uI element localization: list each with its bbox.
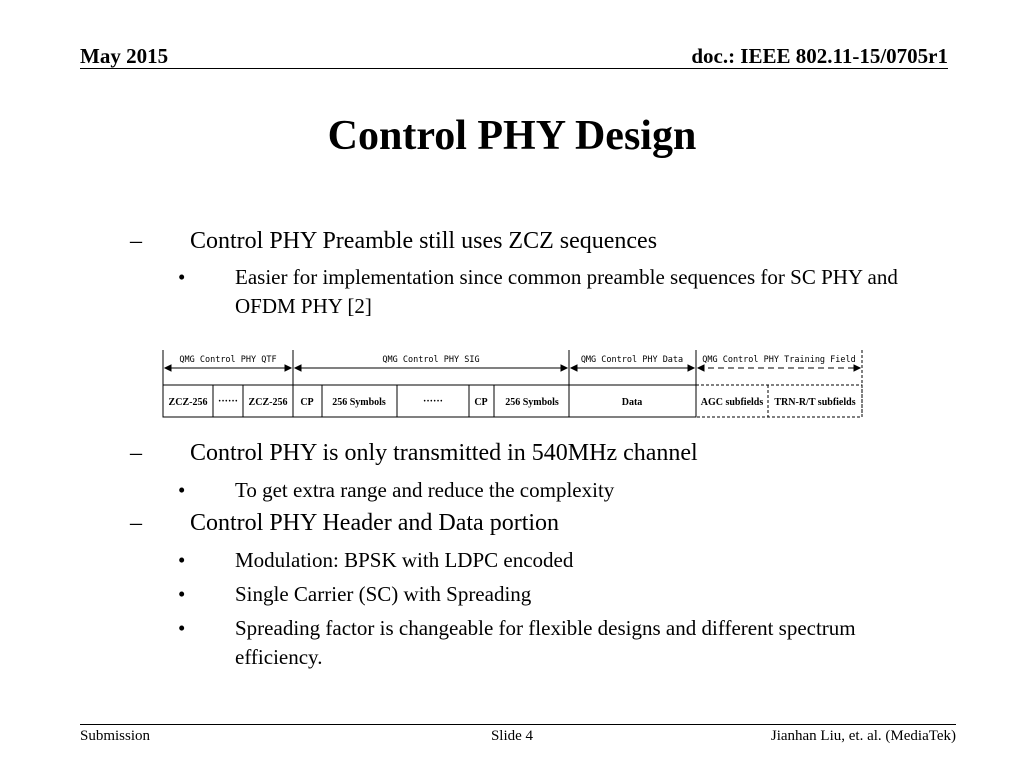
field-label-training: QMG Control PHY Training Field [702, 355, 856, 365]
bullet-text: Control PHY Header and Data portion [190, 510, 560, 536]
bullet-marker: • [178, 548, 186, 572]
footer-divider [80, 724, 956, 725]
slide-title: Control PHY Design [327, 113, 697, 159]
cell-zcz-256: ZCZ-256 [248, 397, 288, 408]
frame-structure-diagram [162, 348, 866, 420]
bullet-marker: • [178, 265, 186, 289]
field-label-data: QMG Control PHY Data [580, 355, 684, 365]
cell-ellipsis: ······ [217, 396, 239, 407]
cell-256-symbols: 256 Symbols [505, 397, 559, 408]
bullet-text: Control PHY is only transmitted in 540MHz channel [190, 440, 698, 466]
cell-256-symbols: 256 Symbols [332, 397, 386, 408]
cell-ellipsis: ······ [422, 396, 444, 407]
cell-agc-subfields: AGC subfields [700, 397, 764, 408]
bullet-text: Control PHY Preamble still uses ZCZ sequences [190, 228, 658, 254]
header-date: May 2015 [80, 44, 169, 68]
bullet-marker: • [178, 582, 186, 606]
footer-authors: Jianhan Liu, et. al. (MediaTek) [770, 728, 956, 744]
bullet-text: Spreading factor is changeable for flexible designs and different spectrum efficiency. [235, 616, 856, 669]
cell-cp: CP [300, 397, 314, 408]
dash-marker: – [130, 440, 142, 466]
bullet-marker: • [178, 478, 186, 502]
cell-data: Data [621, 397, 643, 408]
footer-submission: Submission [80, 728, 151, 744]
footer-slide-number: Slide 4 [490, 728, 534, 744]
dash-marker: – [130, 510, 142, 536]
field-label-qtf: QMG Control PHY QTF [179, 355, 277, 365]
bullet-text: Single Carrier (SC) with Spreading [235, 582, 532, 606]
bullet-text: To get extra range and reduce the complexity [235, 478, 615, 502]
dash-marker: – [130, 228, 142, 254]
cell-cp: CP [474, 397, 488, 408]
bullet-text: Easier for implementation since common preamble sequences for SC PHY and OFDM PHY [2] [235, 265, 898, 318]
cell-zcz-256: ZCZ-256 [168, 397, 208, 408]
cell-trn-subfields: TRN-R/T subfields [774, 397, 856, 408]
header-doc-id: doc.: IEEE 802.11-15/0705r1 [691, 44, 948, 68]
bullet-marker: • [178, 616, 186, 640]
field-label-sig: QMG Control PHY SIG [382, 355, 480, 365]
header-divider [80, 68, 948, 69]
bullet-text: Modulation: BPSK with LDPC encoded [235, 548, 574, 572]
